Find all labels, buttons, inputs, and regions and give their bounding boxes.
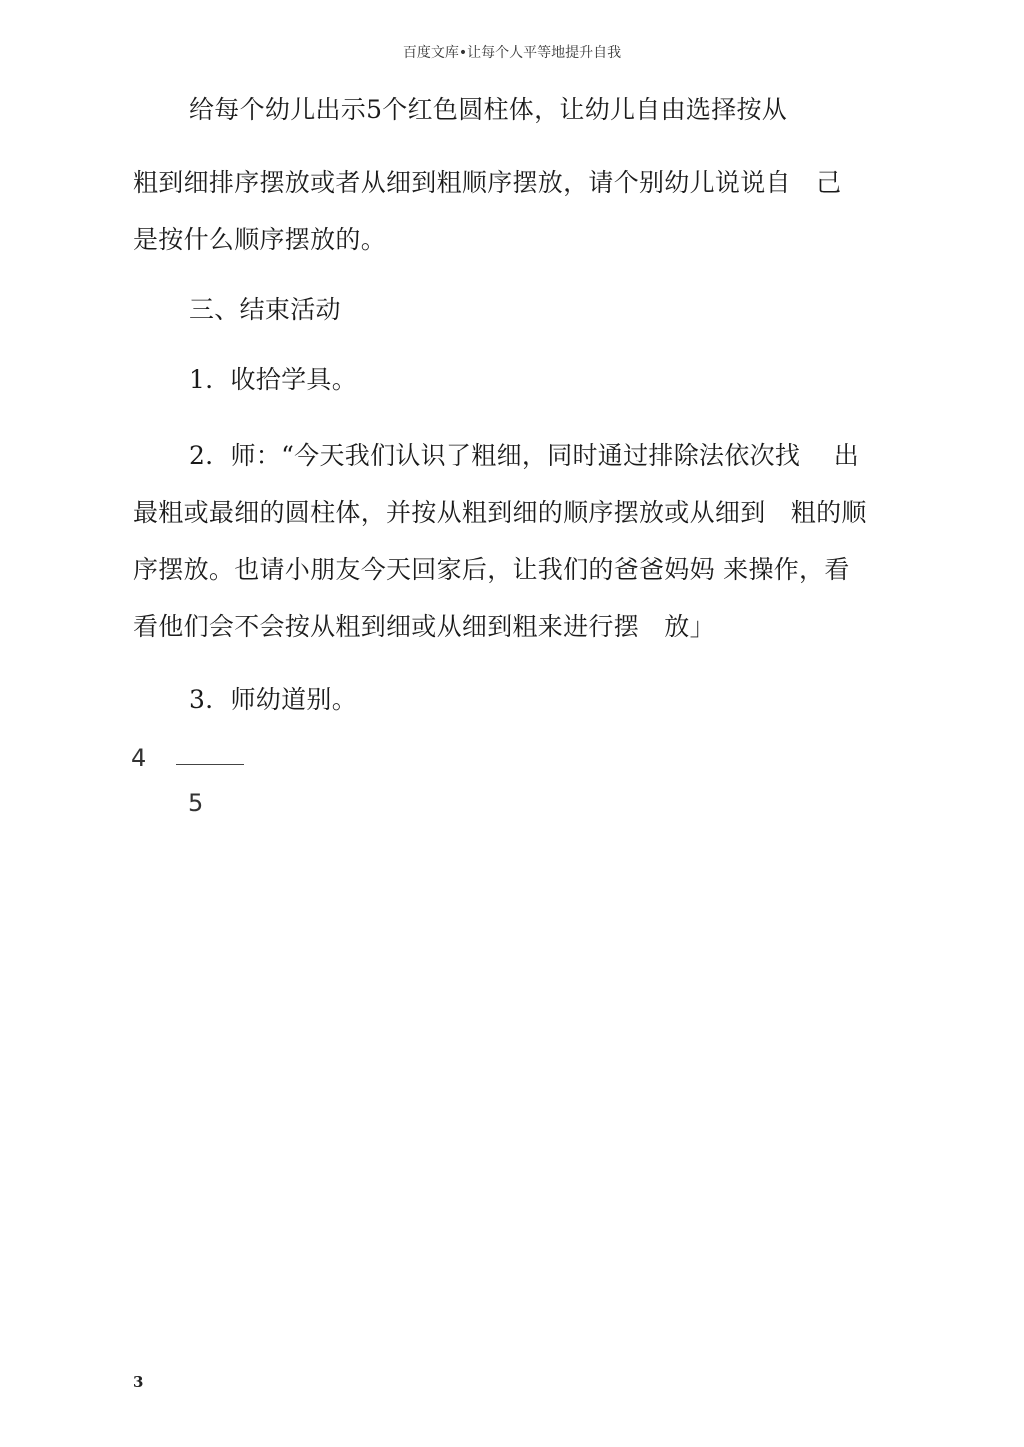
paragraph-line-7: 看他们会不会按从粗到细或从细到粗来进行摆 放」: [133, 612, 715, 641]
list-item-1: 1．收拾学具。: [189, 365, 358, 394]
paragraph-line-1: 给每个幼儿出示5个红色圆柱体，让幼儿自由选择按从: [189, 95, 788, 124]
stray-number-5: 5: [188, 789, 204, 817]
list-item-3: 3．师幼道别。: [189, 685, 358, 714]
paragraph-line-3: 是按什么顺序摆放的。: [133, 225, 387, 254]
stray-number-4: 4: [131, 744, 147, 772]
paragraph-line-4: 2．师：“今天我们认识了粗细，同时通过排除法依次找 出: [189, 441, 860, 470]
paragraph-line-6: 序摆放。也请小朋友今天回家后，让我们的爸爸妈妈 来操作，看: [133, 555, 850, 584]
paragraph-line-5: 最粗或最细的圆柱体，并按从粗到细的顺序摆放或从细到 粗的顺: [133, 498, 867, 527]
page-number: 3: [133, 1373, 144, 1391]
short-rule-divider: [176, 764, 244, 765]
page-header: 百度文库•让每个人平等地提升自我: [402, 45, 622, 61]
paragraph-line-2: 粗到细排序摆放或者从细到粗顺序摆放，请个别幼儿说说自 己: [133, 168, 842, 197]
section-heading: 三、结束活动: [189, 295, 341, 324]
